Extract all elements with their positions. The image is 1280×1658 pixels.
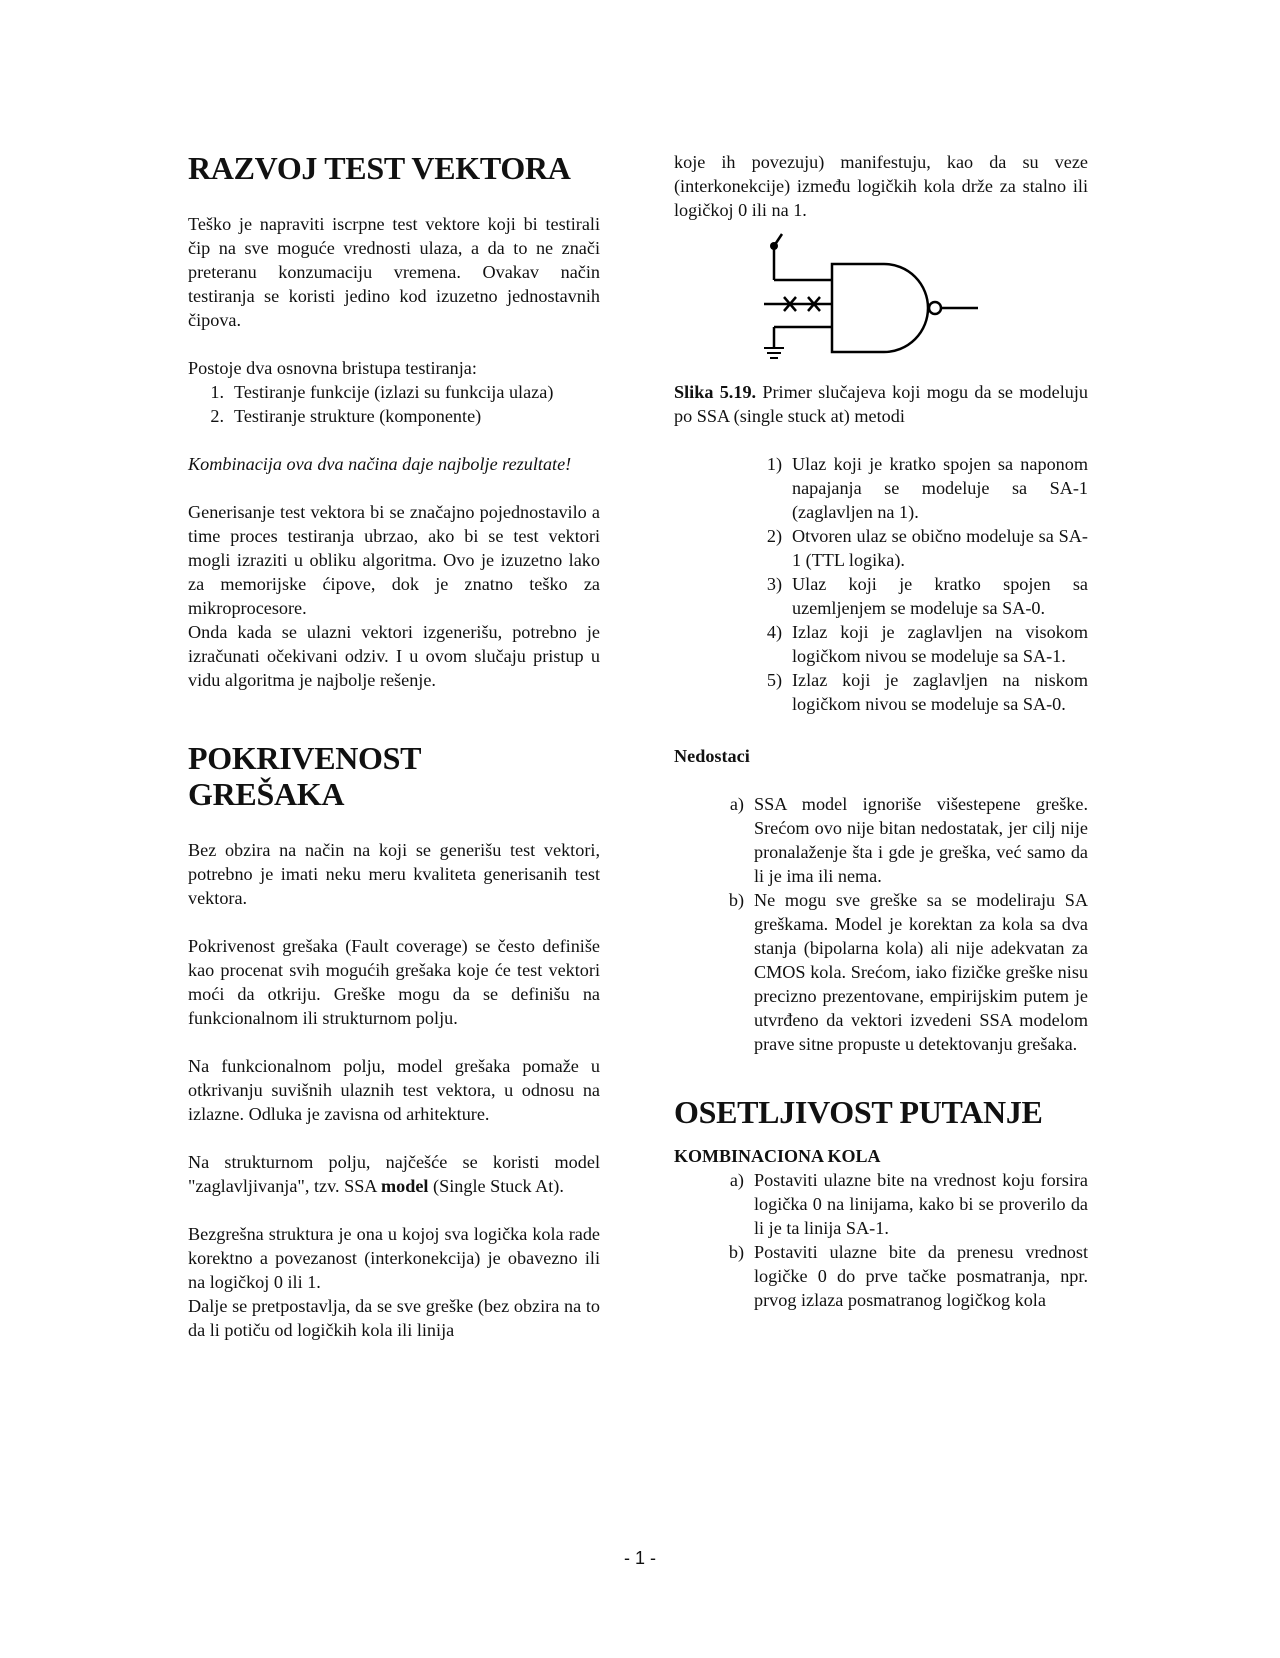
heading-line: GREŠAKA xyxy=(188,776,345,812)
list-item-text: Ulaz koji je kratko spojen sa uzemljenjem se modeluje sa SA-0. xyxy=(792,574,1088,618)
paragraph xyxy=(188,1150,600,1198)
paragraph: Pokrivenost grešaka (Fault coverage) se često definiše kao procenat svih mogućih grešaka koje će test vektori moći da otkriju. Greške mogu da se definišu na funkcionalnom ili strukturnom polju. xyxy=(188,936,600,1028)
list-marker: b) xyxy=(728,1242,744,1262)
list-marker: a) xyxy=(729,794,744,814)
heading-pokrivenost-gresaka xyxy=(188,740,600,812)
heading-line: POKRIVENOST xyxy=(188,740,422,776)
bold-text: model xyxy=(380,1176,429,1196)
list-item xyxy=(746,668,1088,716)
list-marker: 2) xyxy=(766,526,782,546)
list-marker: 1) xyxy=(766,454,782,474)
list-marker: b) xyxy=(728,890,744,910)
list-marker: a) xyxy=(729,1170,744,1190)
heading-razvoj-test-vektora: RAZVOJ TEST VEKTORA xyxy=(188,150,571,186)
paragraph: Bezgrešna struktura je ona u kojoj sva logička kola rade korektno a povezanost (interkonekcija) je obavezno ili na logičkoj 0 ili 1. xyxy=(188,1224,600,1292)
text-run: Na strukturnom polju, najčešće se koristi model "zaglavljivanja", tzv. SSA xyxy=(188,1152,600,1196)
figure-caption xyxy=(674,380,1088,428)
lettered-list xyxy=(674,1168,1088,1312)
paragraph: Dalje se pretpostavlja, da se sve greške (bez obzira na to da li potiču od logičkih kola ili linija xyxy=(188,1296,600,1340)
list-item xyxy=(188,380,600,404)
list-item-text: Izlaz koji je zaglavljen na visokom logičkom nivou se modeluje sa SA-1. xyxy=(792,622,1088,666)
list-item xyxy=(746,524,1088,572)
subheading-kombinaciona-kola: KOMBINACIONA KOLA xyxy=(674,1146,881,1166)
list-item xyxy=(708,888,1088,1056)
italic-paragraph: Kombinacija ova dva načina daje najbolje rezultate! xyxy=(188,454,572,474)
list-item-text: Ne mogu sve greške sa se modeliraju SA greškama. Model je korektan za kola sa dva stanja (bipolarna kola) ali nije adekvatan za CMOS kola. Srećom, iako fizičke greške nisu precizno prezentovane, empirijskim putem je utvrđeno da vektori izvedeni SSA modelom prave sitne propuste u detektovanju grešaka. xyxy=(754,890,1088,1054)
paragraph: Bez obzira na način na koji se generišu test vektori, potrebno je imati neku meru kvaliteta generisanih test vektora. xyxy=(188,840,600,908)
list-item-text: Ulaz koji je kratko spojen sa naponom napajanja se modeluje sa SA-1 (zaglavljen na 1). xyxy=(792,454,1088,522)
list-item-text: Postaviti ulazne bite na vrednost koju forsira logička 0 na linijama, kako bi se proverilo da li je ta linija SA-1. xyxy=(754,1170,1088,1238)
paragraph: koje ih povezuju) manifestuju, kao da su veze (interkonekcije) između logičkih kola drže za stalno ili logičkoj 0 ili na 1. xyxy=(674,152,1088,220)
text-run: (Single Stuck At). xyxy=(428,1176,564,1196)
list-item xyxy=(746,572,1088,620)
list-marker: 3) xyxy=(766,574,782,594)
paragraph: Onda kada se ulazni vektori izgenerišu, potrebno je izračunati očekivani odziv. I u ovom slučaju pristup u vidu algoritma je najbolje rešenje. xyxy=(188,622,600,690)
list-item-text: SSA model ignoriše višestepene greške. Srećom ovo nije bitan nedostatak, jer cilj nije pronalaženje šta i gde je greška, već samo da li je ima ili nema. xyxy=(754,794,1088,886)
list-item xyxy=(188,404,600,428)
subheading-nedostaci: Nedostaci xyxy=(674,746,750,766)
list-item xyxy=(708,792,1088,888)
list-item-text: Izlaz koji je zaglavljen na niskom logičkom nivou se modeluje sa SA-0. xyxy=(792,670,1088,714)
list-item xyxy=(746,620,1088,668)
paragraph: Postoje dva osnovna bristupa testiranja: xyxy=(188,358,477,378)
right-column xyxy=(674,150,1088,1312)
numbered-list xyxy=(674,452,1088,716)
numbered-list xyxy=(188,380,600,428)
nand-gate-diagram xyxy=(764,224,1004,364)
paragraph: Teško je napraviti iscrpne test vektore koji bi testirali čip na sve moguće vrednosti ulaza, a da to ne znači preteranu konzumaciju vremena. Ovakav način testiranja se koristi jedino kod izuzetno jednostavnih čipova. xyxy=(188,214,600,330)
left-column xyxy=(188,150,600,1342)
list-item-text: Testiranje strukture (komponente) xyxy=(234,406,482,426)
list-item xyxy=(708,1240,1088,1312)
caption-text: Primer slučajeva koji mogu da se modeluju po SSA (single stuck at) metodi xyxy=(674,382,1088,426)
list-item-text: Testiranje funkcije (izlazi su funkcija ulaza) xyxy=(234,382,554,402)
list-marker: 1. xyxy=(210,382,224,402)
list-marker: 2. xyxy=(210,406,224,426)
list-item xyxy=(708,1168,1088,1240)
list-item xyxy=(746,452,1088,524)
list-item-text: Postaviti ulazne bite da prenesu vrednost logičke 0 do prve tačke posmatranja, npr. prvog izlaza posmatranog logičkog kola xyxy=(754,1242,1088,1310)
paragraph: Na funkcionalnom polju, model grešaka pomaže u otkrivanju suvišnih ulaznih test vektora, u odnosu na izlazne. Odluka je zavisna od arhitekture. xyxy=(188,1056,600,1124)
paragraph: Generisanje test vektora bi se značajno pojednostavilo a time proces testiranja ubrzao, ako bi se test vektori mogli izraziti u obliku algoritma. Ovo je izuzetno lako za memorijske ćipove, dok je znatno teško za mikroprocesore. xyxy=(188,502,600,618)
caption-label: Slika 5.19. xyxy=(674,382,757,402)
lettered-list xyxy=(674,792,1088,1056)
page-number: - 1 - xyxy=(623,1548,656,1568)
list-item-text: Otvoren ulaz se obično modeluje sa SA-1 (TTL logika). xyxy=(792,526,1088,570)
list-marker: 4) xyxy=(766,622,782,642)
list-marker: 5) xyxy=(766,670,782,690)
heading-osetljivost-putanje: OSETLJIVOST PUTANJE xyxy=(674,1094,1043,1130)
figure-nand-gate xyxy=(674,222,1088,372)
